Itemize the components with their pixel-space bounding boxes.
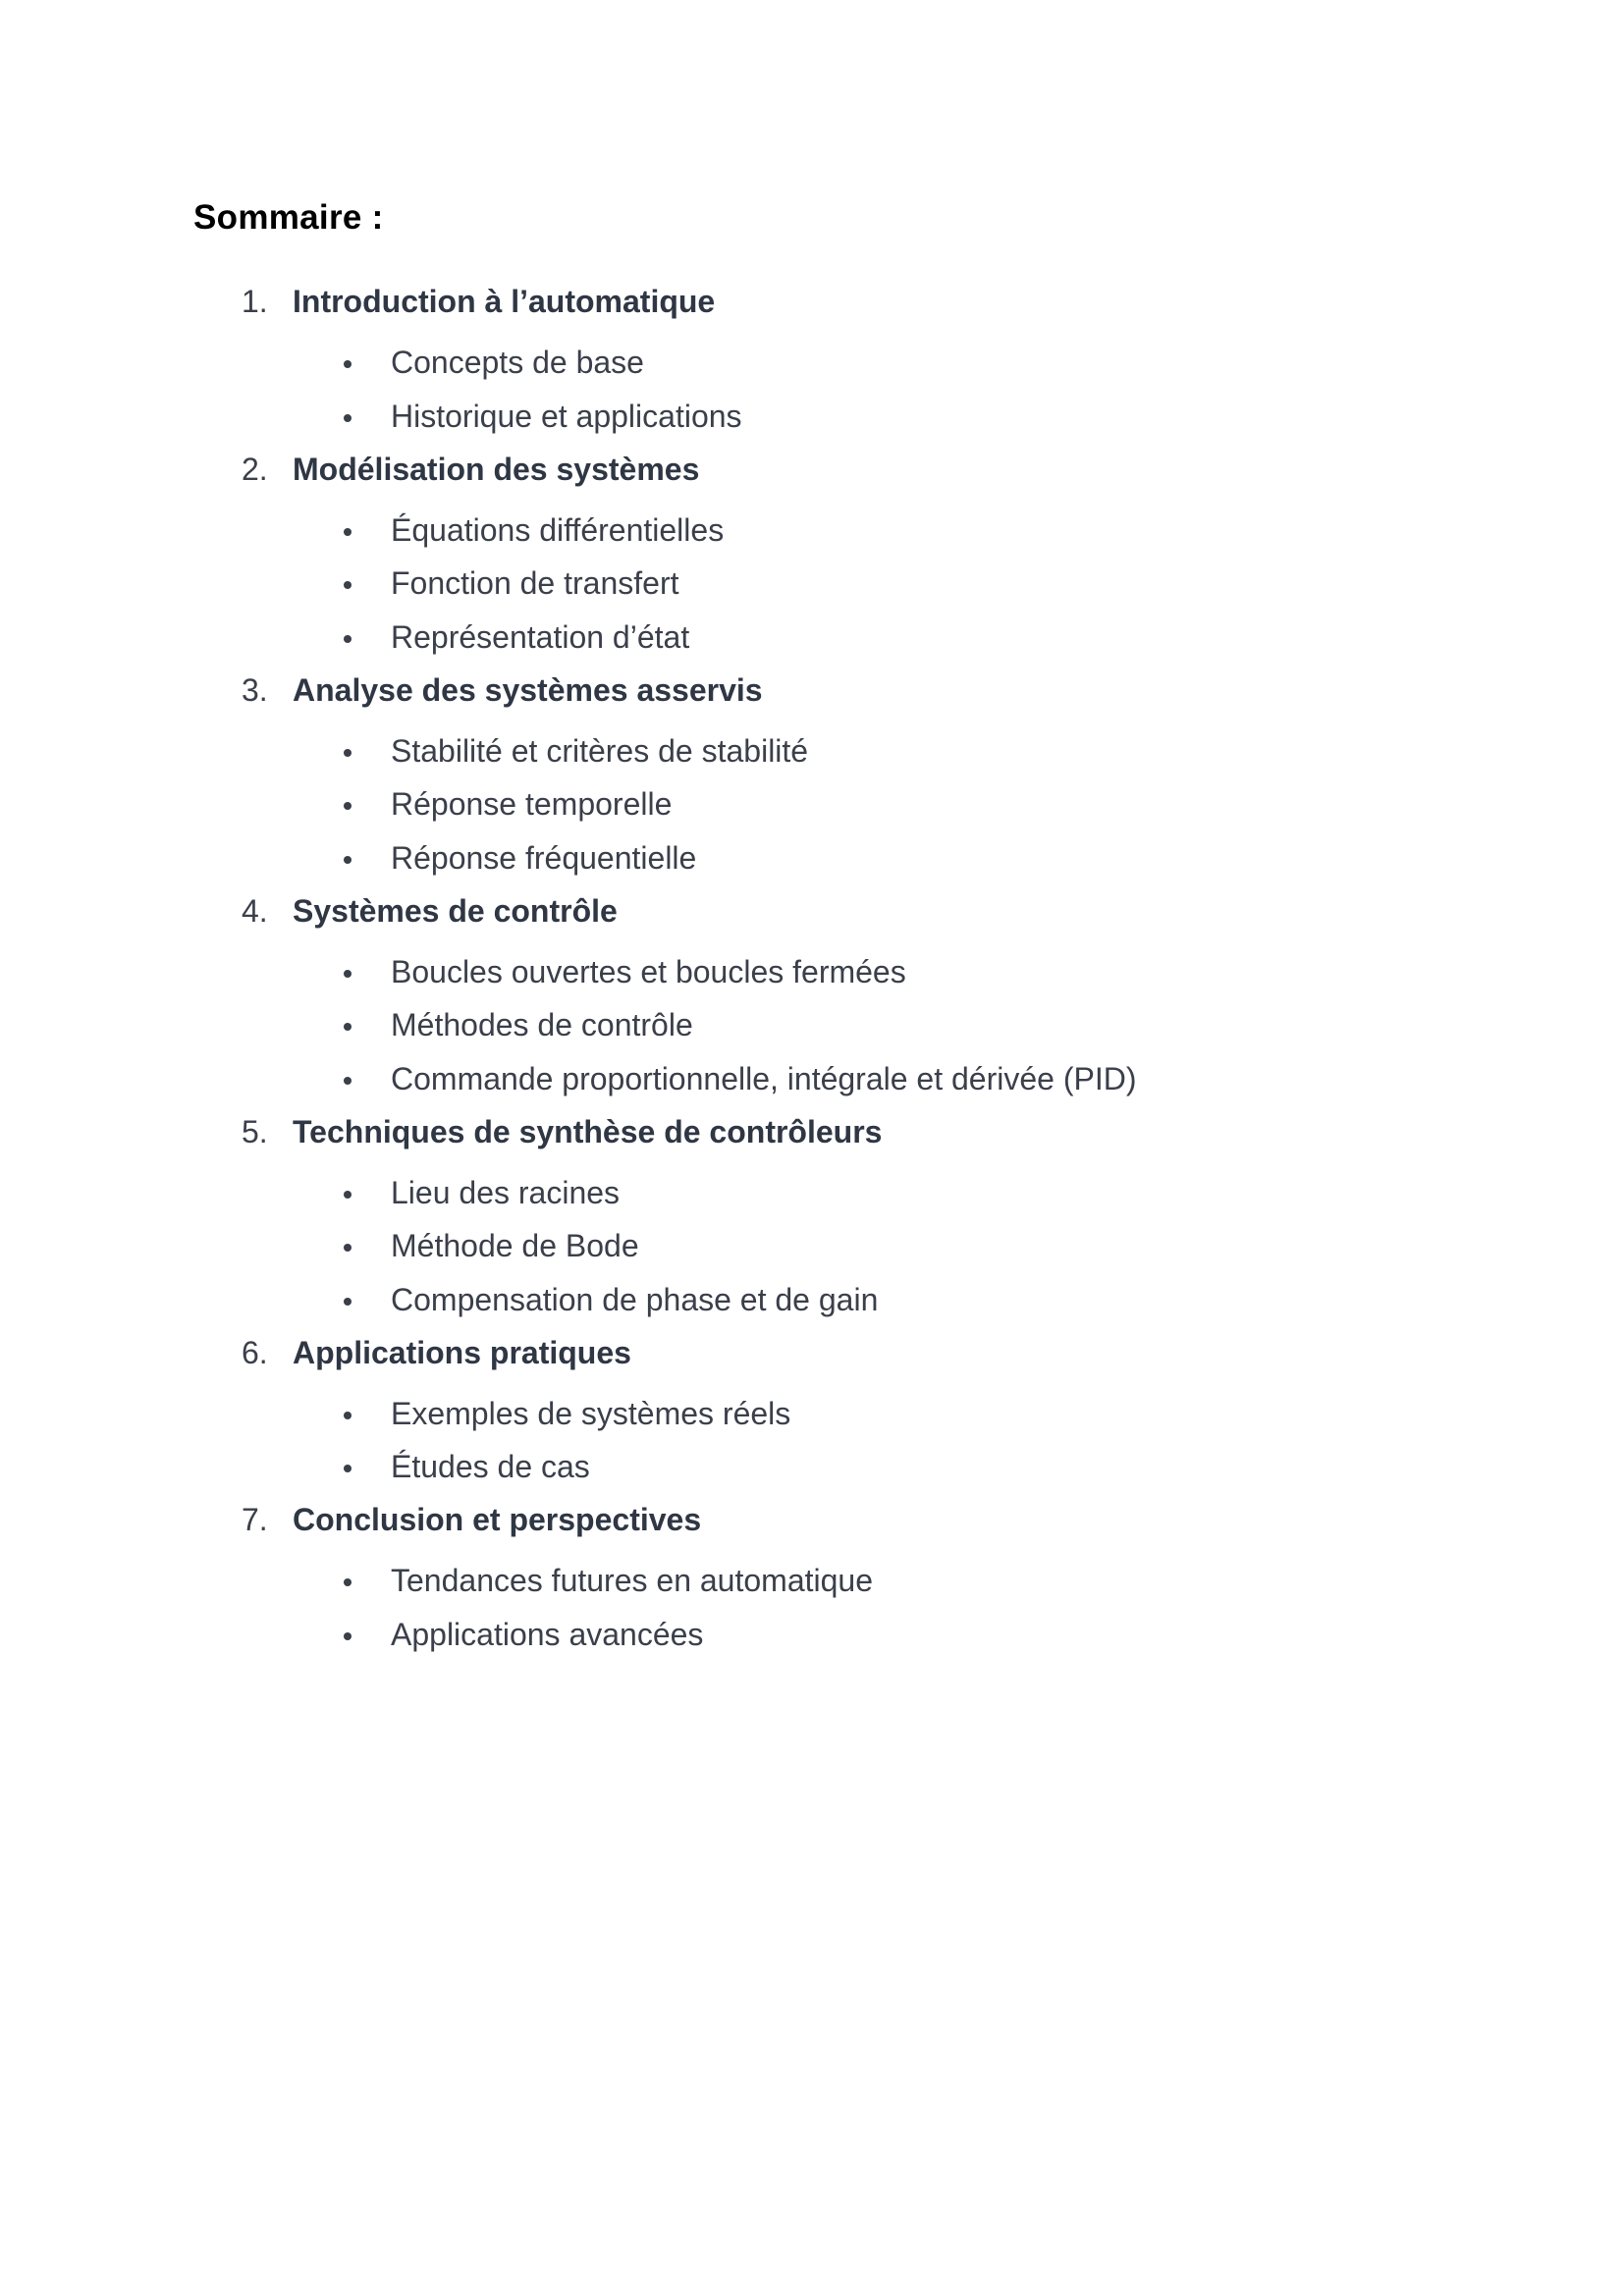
bullet-icon [344, 856, 352, 864]
list-item [0, 729, 1624, 773]
bullet-icon [344, 1244, 352, 1252]
list-item-label: Concepts de base [391, 345, 644, 380]
section-title: Techniques de synthèse de contrôleurs [293, 1113, 883, 1149]
list-item-label: Équations différentielles [391, 512, 725, 548]
section-title: Analyse des systèmes asservis [293, 671, 763, 708]
list-item [0, 1171, 1624, 1214]
list-item-label: Boucles ouvertes et boucles fermées [391, 954, 906, 989]
list-item [0, 395, 1624, 438]
list-item-label: Commande proportionnelle, intégrale et dérivée (PID) [391, 1061, 1137, 1096]
list-item-label: Méthode de Bode [391, 1228, 639, 1263]
list-item [0, 950, 1624, 993]
bullet-icon [344, 1023, 352, 1031]
bullet-icon [344, 528, 352, 536]
list-item [0, 508, 1624, 552]
list-item [0, 1278, 1624, 1321]
list-item-label: Exemples de systèmes réels [391, 1396, 791, 1431]
list-item-label: Historique et applications [391, 399, 742, 434]
list-item-label: Méthodes de contrôle [391, 1007, 693, 1042]
bullet-icon [344, 802, 352, 810]
bullet-icon [344, 1077, 352, 1085]
list-item-label: Applications avancées [391, 1617, 704, 1652]
list-item [0, 1445, 1624, 1488]
list-item [0, 1003, 1624, 1046]
list-item-label: Études de cas [391, 1449, 590, 1484]
bullet-icon [344, 749, 352, 757]
bullet-icon [344, 1298, 352, 1306]
section-number: 5. [242, 1113, 268, 1149]
list-item-label: Réponse temporelle [391, 786, 673, 822]
section-number: 1. [242, 284, 268, 319]
list-item [0, 1559, 1624, 1602]
summary-title: Sommaire : [193, 198, 384, 237]
bullet-icon [344, 1191, 352, 1199]
bullet-icon [344, 360, 352, 368]
list-item-label: Compensation de phase et de gain [391, 1282, 879, 1317]
list-item [0, 1613, 1624, 1656]
section-title: Introduction à l’automatique [293, 284, 716, 319]
section-title: Modélisation des systèmes [293, 451, 700, 487]
list-item [0, 615, 1624, 659]
bullet-icon [344, 1465, 352, 1472]
bullet-icon [344, 635, 352, 643]
list-item-label: Stabilité et critères de stabilité [391, 733, 809, 769]
list-item [0, 561, 1624, 605]
list-item [0, 1392, 1624, 1435]
bullet-icon [344, 581, 352, 589]
list-item-label: Représentation d’état [391, 619, 690, 655]
bullet-icon [344, 970, 352, 978]
section-title: Conclusion et perspectives [293, 1502, 702, 1537]
bullet-icon [344, 1412, 352, 1419]
list-item [0, 836, 1624, 880]
section-number: 2. [242, 451, 268, 487]
bullet-icon [344, 1632, 352, 1640]
section-number: 6. [242, 1334, 268, 1370]
section-number: 4. [242, 892, 268, 929]
list-item-label: Tendances futures en automatique [391, 1563, 873, 1598]
bullet-icon [344, 1578, 352, 1586]
list-item-label: Fonction de transfert [391, 565, 679, 601]
list-item [0, 1057, 1624, 1100]
list-item [0, 782, 1624, 826]
list-item-label: Réponse fréquentielle [391, 840, 697, 876]
section-title: Applications pratiques [293, 1334, 631, 1370]
list-item-label: Lieu des racines [391, 1175, 621, 1210]
section-title: Systèmes de contrôle [293, 892, 618, 929]
section-number: 3. [242, 671, 268, 708]
list-item [0, 1224, 1624, 1267]
bullet-icon [344, 414, 352, 422]
section-number: 7. [242, 1502, 268, 1537]
list-item [0, 341, 1624, 384]
